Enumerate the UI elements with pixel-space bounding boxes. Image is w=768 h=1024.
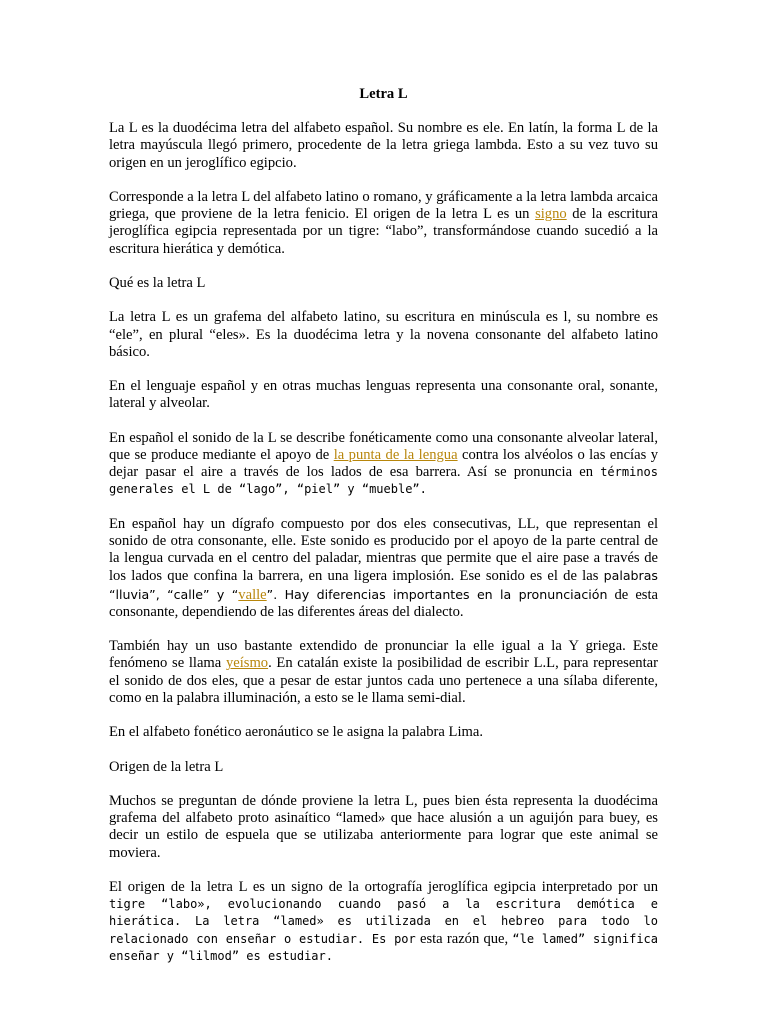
paragraph-2-text-a: Corresponde a la letra L del alfabeto latino o romano, y gráficamente a la letra lambda arcaica griega, que proviene de la letra fenicio. El origen de la letra L es un xyxy=(109,189,658,223)
paragraph-3: La letra L es un grafema del alfabeto latino, su escritura en minúscula es l, su nombre es “ele”, en plural “eles». Es la duodécima letra y la novena consonante del alfabeto latino básico. xyxy=(109,309,658,360)
paragraph-6-text-a: En español hay un dígrafo compuesto por dos eles consecutivas, LL, que representan el sonido de otra consonante, elle. Este sonido es producido por el apoyo de la parte central de la lengua curvada en el centro del paladar, mientras que permite que el aire pase a través de los lados que confina la barrera, en una ligera implosión. Ese sonido es el de las xyxy=(109,515,658,585)
paragraph-8: En el alfabeto fonético aeronáutico se le asigna la palabra Lima. xyxy=(109,724,483,741)
link-valle[interactable]: valle xyxy=(238,586,267,603)
paragraph-10 xyxy=(109,879,658,965)
link-signo[interactable]: signo xyxy=(535,206,567,223)
paragraph-5-text-a: En español el sonido de la L se describe fonéticamente como una consonante alveolar lateral, que se produce mediante el apoyo de xyxy=(109,429,658,463)
link-yeismo[interactable]: yeísmo xyxy=(225,655,269,672)
heading-origen: Origen de la letra L xyxy=(109,758,224,775)
paragraph-6-text-b: palabras “lluvia”, “calle” y “ xyxy=(109,568,658,602)
paragraph-5 xyxy=(109,430,658,499)
paragraph-7-text-a: También hay un uso bastante extendido de pronunciar la elle igual a la Y griega. Este fenómeno se llama xyxy=(109,638,658,672)
paragraph-1: La L es la duodécima letra del alfabeto español. Su nombre es ele. En latín, la forma L de la letra mayúscula llegó primero, procedente de la letra griega lambda. Esto a su vez tuvo su origen en un jeroglífico egipcio. xyxy=(109,120,658,171)
paragraph-5-text-c: términos generales el L de “lago”, “piel” y “mueble”. xyxy=(109,465,658,497)
paragraph-10-text-a: El origen de la letra L es un signo de la ortografía jeroglífica egipcia interpretado por un xyxy=(109,878,658,895)
paragraph-7 xyxy=(109,638,658,707)
paragraph-6-text-c: ”. Hay diferencias importantes en la pronunciación xyxy=(266,586,608,602)
paragraph-10-text-b: tigre “labo», evolucionando cuando pasó a la escritura demótica e hierática. La letra “lamed» es utilizada en el hebreo para todo lo relacionado con enseñar o estudiar. Es por xyxy=(109,897,658,946)
paragraph-10-text-d: “le lamed” significa enseñar y “lilmod” es estudiar. xyxy=(109,931,658,963)
heading-que-es: Qué es la letra L xyxy=(109,275,206,291)
paragraph-10-text-c: esta razón que, xyxy=(415,930,513,947)
paragraph-9: Muchos se preguntan de dónde proviene la letra L, pues bien ésta representa la duodécima grafema del alfabeto proto asinaítico “lamed» que hace alusión a un aguijón para buey, es decir un estilo de espuela que se utilizaba anteriormente para lograr que este animal se moviera. xyxy=(109,792,658,861)
paragraph-5-text-b: contra los alvéolos o las encías y dejar pasar el aire a través de los lados de esa barrera. Así se pronuncia en xyxy=(109,446,658,481)
link-punta-lengua[interactable]: la punta de la lengua xyxy=(333,446,458,463)
paragraph-2-text-b: de la escritura jeroglífica egipcia representada por un tigre: “labo”, transformándose cuando sucedió a la escritura hierática y demótica. xyxy=(109,206,658,257)
document-page xyxy=(109,86,658,982)
paragraph-6-text-d: de esta consonante, dependiendo de las diferentes áreas del dialecto. xyxy=(109,586,659,620)
paragraph-2 xyxy=(109,189,658,258)
paragraph-7-text-b: . En catalán existe la posibilidad de escribir L.L, para representar el sonido de dos eles, que a pesar de estar juntos cada uno pertenece a una sílaba diferente, como en la palabra illuminación, a esto se le llama semi-dial. xyxy=(109,655,658,706)
paragraph-4: En el lenguaje español y en otras muchas lenguas representa una consonante oral, sonante, lateral y alveolar. xyxy=(109,378,658,412)
page-title: Letra L xyxy=(359,86,408,102)
paragraph-6 xyxy=(109,516,658,621)
